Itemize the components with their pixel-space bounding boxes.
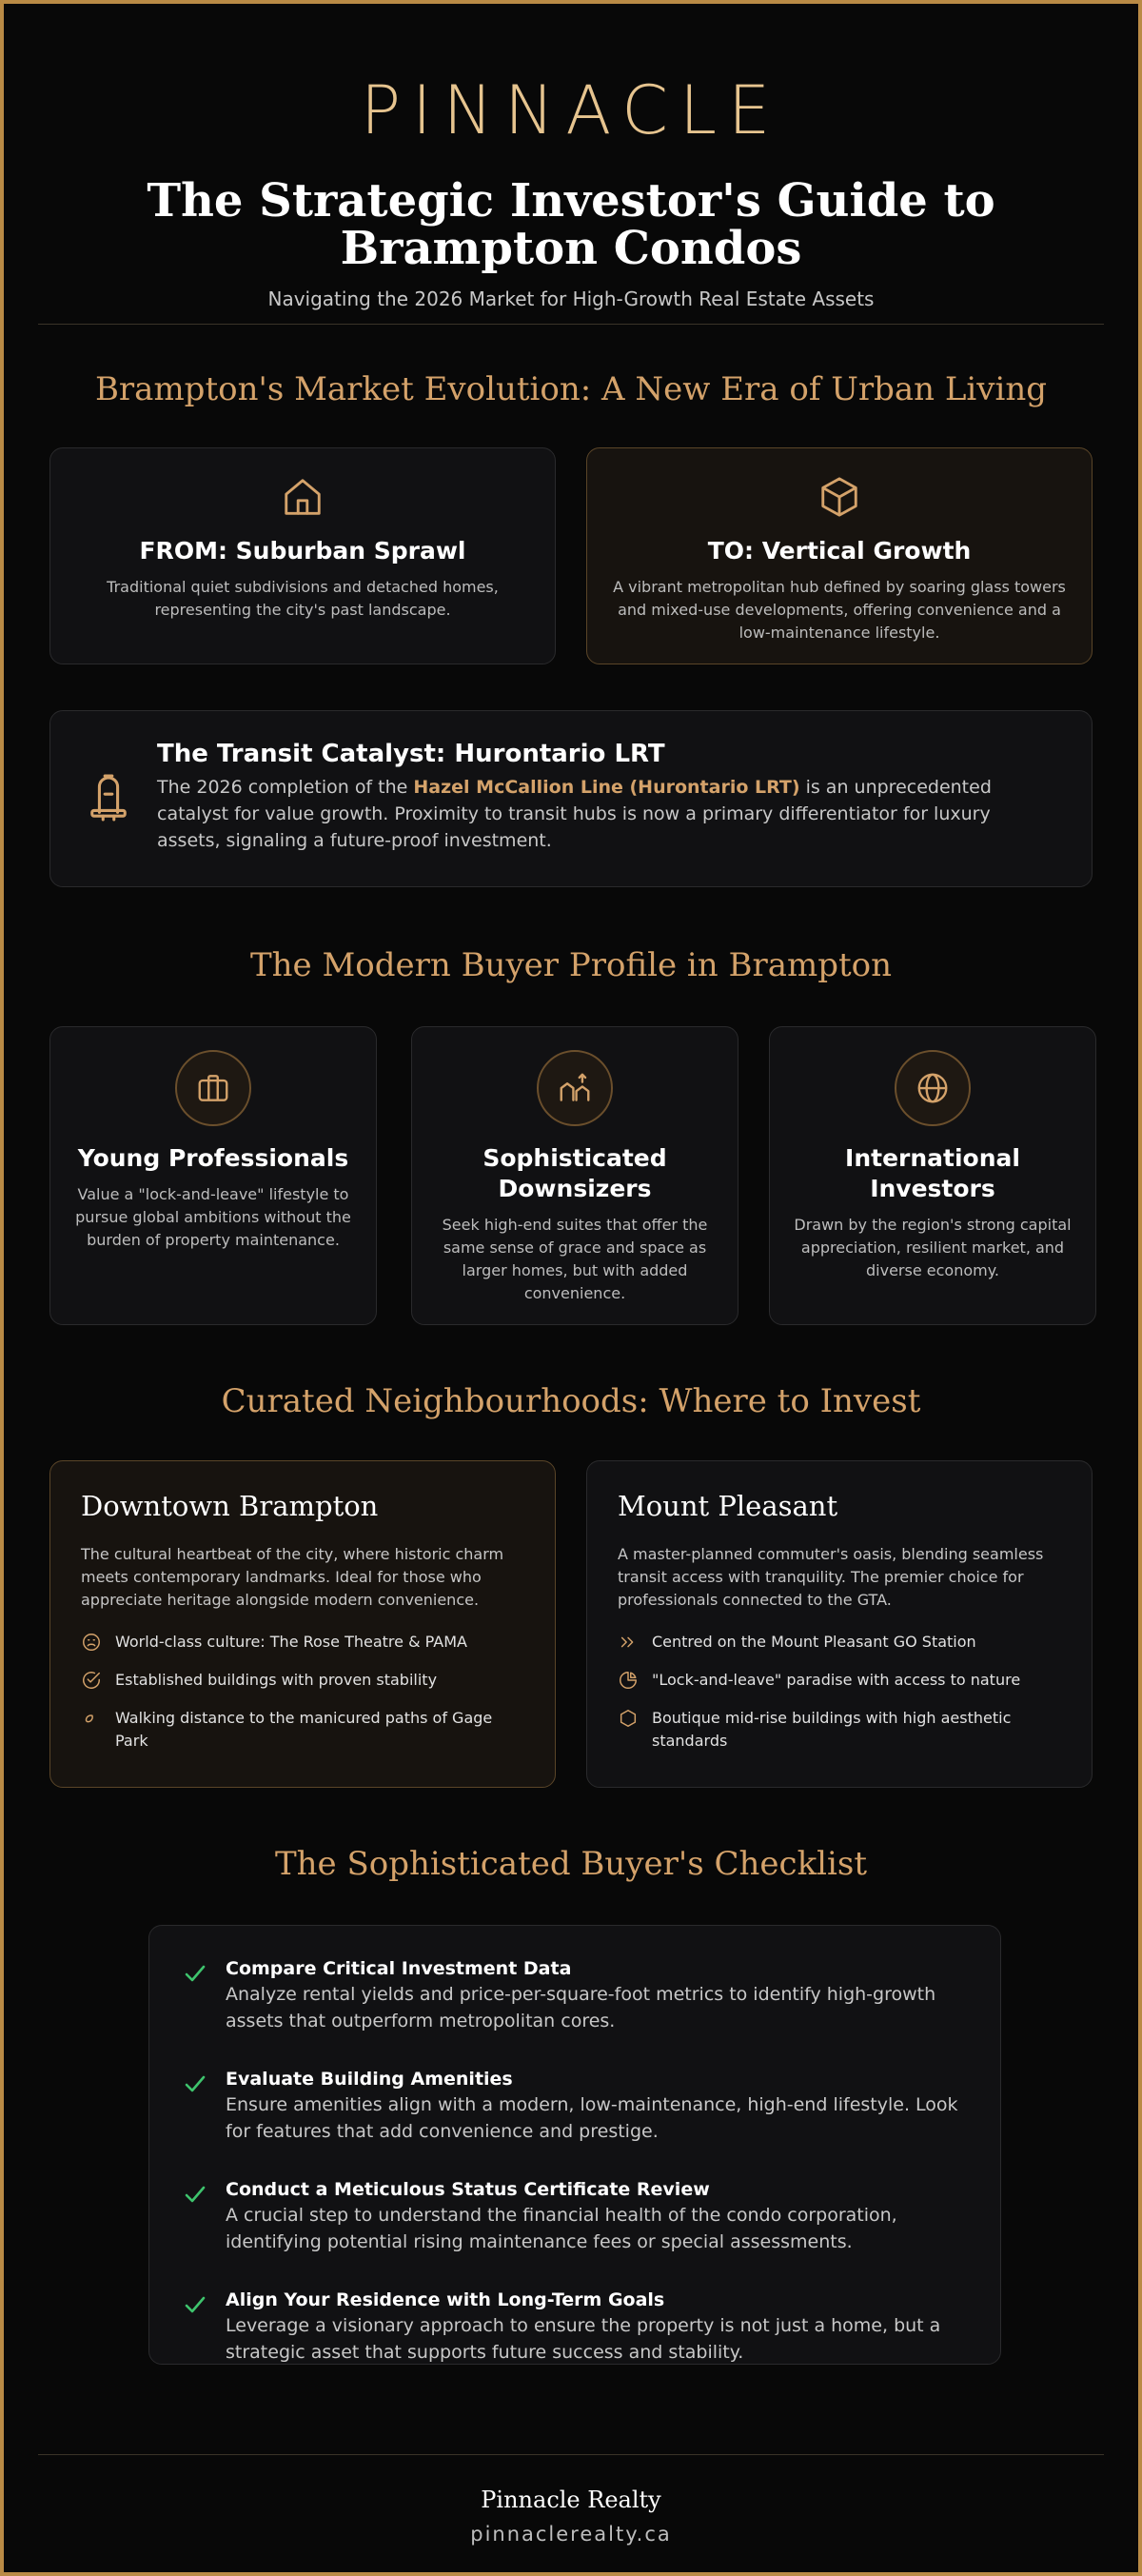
checklist-card xyxy=(148,1925,1001,2365)
footer-divider xyxy=(38,2454,1104,2455)
tram-icon xyxy=(87,772,130,827)
feature-text: Centred on the Mount Pleasant GO Station xyxy=(652,1633,976,1651)
checklist-item xyxy=(184,1956,966,2034)
buyer-heading: Young Professionals xyxy=(77,1144,349,1172)
transit-text-part: The 2026 completion of the xyxy=(157,777,414,798)
checkmark-icon xyxy=(184,2067,208,2145)
card-from xyxy=(49,447,556,664)
pie-chart-icon xyxy=(618,1670,639,1691)
section-title-neighbourhoods: Curated Neighbourhoods: Where to Invest xyxy=(221,1382,921,1420)
buyer-text: Drawn by the region's strong capital appreciation, resilient market, and diverse economy. xyxy=(794,1216,1072,1279)
hexagon-icon xyxy=(618,1708,639,1729)
checklist-item-text: Analyze rental yields and price-per-square-foot metrics to identify high-growth assets that outperform metropolitan cores. xyxy=(226,1984,936,2031)
card-to-text: A vibrant metropolitan hub defined by soaring glass towers and mixed-use developments, offering convenience and a low-maintenance lifestyle. xyxy=(613,578,1066,642)
header-divider xyxy=(38,324,1104,325)
transit-highlight: Hazel McCallion Line (Hurontario LRT) xyxy=(413,777,800,798)
checkmark-icon xyxy=(184,2288,208,2366)
card-from-heading: FROM: Suburban Sprawl xyxy=(139,537,466,565)
neighbourhood-card-mount-pleasant xyxy=(586,1460,1093,1788)
feature-text: World-class culture: The Rose Theatre & PAMA xyxy=(115,1633,467,1651)
buyer-card-downsizers xyxy=(411,1026,738,1325)
buyer-heading: International Investors xyxy=(845,1144,1020,1202)
checkmark-icon xyxy=(184,1956,208,2034)
section-title-evolution: Brampton's Market Evolution: A New Era of Urban Living xyxy=(94,370,1048,408)
neighbourhood-name: Mount Pleasant xyxy=(618,1490,838,1522)
neighbourhood-description: A master-planned commuter's oasis, blending seamless transit access with tranquility. The premier choice for professionals connected to the GTA. xyxy=(618,1545,1044,1609)
neighbourhood-feature xyxy=(81,1631,524,1654)
feature-text: Established buildings with proven stability xyxy=(115,1671,438,1689)
neighbourhood-description: The cultural heartbeat of the city, where historic charm meets contemporary landmarks. Ideal for those who appreciate heritage alongside modern convenience. xyxy=(81,1545,504,1609)
neighbourhood-card-downtown xyxy=(49,1460,556,1788)
section-title-buyers: The Modern Buyer Profile in Brampton xyxy=(249,946,893,984)
transit-text-part: is an unprecedented catalyst for value growth. Proximity to transit hubs is now a primary differentiator for luxury assets, signaling a future-proof investment. xyxy=(157,777,992,851)
checklist-item-text: Leverage a visionary approach to ensure the property is not just a home, but a strategic asset that supports future success and stability. xyxy=(226,2315,941,2363)
downsize-icon xyxy=(537,1050,613,1126)
double-chevron-icon xyxy=(618,1632,639,1653)
feature-text: Walking distance to the manicured paths of Gage Park xyxy=(115,1709,493,1750)
transit-card xyxy=(49,710,1093,887)
checklist-item-title: Evaluate Building Amenities xyxy=(226,2069,513,2090)
card-to xyxy=(586,447,1093,664)
briefcase-icon xyxy=(175,1050,251,1126)
brand-logo: PINNACLE xyxy=(360,71,782,149)
checklist-item xyxy=(184,2067,966,2145)
footer-company: Pinnacle Realty xyxy=(481,2487,661,2513)
check-circle-icon xyxy=(81,1670,102,1691)
neighbourhood-feature xyxy=(618,1669,1061,1692)
footer xyxy=(4,2487,1138,2546)
neighbourhood-name: Downtown Brampton xyxy=(81,1490,379,1522)
page-title: The Strategic Investor's Guide to Brampton Condos xyxy=(147,174,995,275)
checklist-item xyxy=(184,2177,966,2255)
buyer-heading: Sophisticated Downsizers xyxy=(482,1144,667,1202)
buyer-text: Value a "lock-and-leave" lifestyle to pursue global ambitions without the burden of property maintenance. xyxy=(75,1185,351,1249)
header xyxy=(4,4,1138,310)
footer-url[interactable]: pinnaclerealty.ca xyxy=(470,2523,672,2546)
neighbourhood-feature xyxy=(81,1707,524,1753)
buyer-card-young-professionals xyxy=(49,1026,377,1325)
card-to-heading: TO: Vertical Growth xyxy=(707,537,972,565)
neighbourhood-feature xyxy=(618,1631,1061,1654)
section-title-checklist: The Sophisticated Buyer's Checklist xyxy=(274,1845,868,1883)
page-subtitle: Navigating the 2026 Market for High-Growth Real Estate Assets xyxy=(267,287,875,310)
card-from-text: Traditional quiet subdivisions and detached homes, representing the city's past landscape. xyxy=(107,578,499,619)
buyer-text: Seek high-end suites that offer the same sense of grace and space as larger homes, but with added convenience. xyxy=(442,1216,708,1302)
checklist-item-title: Align Your Residence with Long-Term Goals xyxy=(226,2289,665,2310)
neighbourhood-feature xyxy=(81,1669,524,1692)
checklist-item xyxy=(184,2288,966,2366)
feature-text: Boutique mid-rise buildings with high aesthetic standards xyxy=(652,1709,1012,1750)
checklist-item-title: Conduct a Meticulous Status Certificate Review xyxy=(226,2179,710,2200)
checklist-item-text: A crucial step to understand the financial health of the condo corporation, identifying potential rising maintenance fees or special assessments. xyxy=(226,2205,897,2252)
theatre-mask-icon xyxy=(81,1632,102,1653)
feature-text: "Lock-and-leave" paradise with access to nature xyxy=(652,1671,1021,1689)
leaf-icon xyxy=(81,1708,102,1729)
globe-icon xyxy=(895,1050,971,1126)
cube-icon xyxy=(587,475,1092,519)
transit-text xyxy=(157,774,1057,854)
checkmark-icon xyxy=(184,2177,208,2255)
checklist-item-text: Ensure amenities align with a modern, low-maintenance, high-end lifestyle. Look for features that add convenience and prestige. xyxy=(226,2094,958,2142)
checklist-item-title: Compare Critical Investment Data xyxy=(226,1958,572,1979)
house-icon xyxy=(50,475,555,519)
buyer-card-international xyxy=(769,1026,1096,1325)
transit-heading: The Transit Catalyst: Hurontario LRT xyxy=(157,740,665,768)
neighbourhood-feature xyxy=(618,1707,1061,1753)
